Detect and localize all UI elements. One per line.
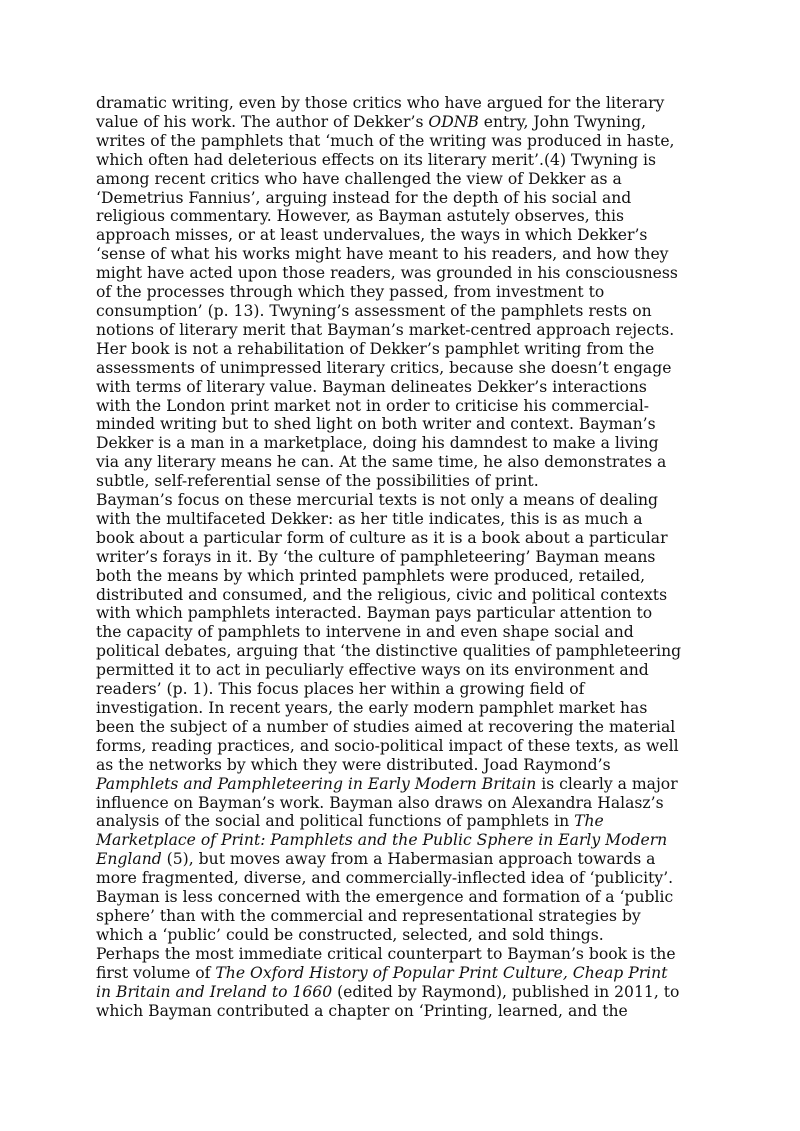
text-run: assessments of unimpressed literary critics, because she doesn’t engage (96, 358, 672, 377)
text-line (96, 207, 702, 226)
text-line (96, 189, 702, 208)
text-line (96, 283, 702, 302)
text-line (96, 567, 702, 586)
text-run: subtle, self-referential sense of the possibilities of print. (96, 472, 539, 491)
text-run: Bayman is less concerned with the emergence and formation of a ‘public (96, 888, 674, 907)
text-run: which a ‘public’ could be constructed, selected, and sold things. (96, 925, 604, 944)
text-line (96, 642, 702, 661)
text-line (96, 170, 702, 189)
text-line (96, 586, 702, 605)
paragraph (96, 491, 702, 945)
text-run: with the London print market not in order to criticise his commercial- (96, 396, 650, 415)
text-run: religious commentary. However, as Bayman astutely observes, this (96, 207, 624, 226)
text-run: Dekker is a man in a marketplace, doing his damndest to make a living (96, 434, 659, 453)
text-run: is clearly a major (536, 774, 678, 793)
text-run: influence on Bayman’s work. Bayman also draws on Alexandra Halasz’s (96, 793, 664, 812)
text-line (96, 472, 702, 491)
text-line (96, 264, 702, 283)
text-run: Bayman’s focus on these mercurial texts is not only a means of dealing (96, 491, 659, 510)
text-run: Her book is not a rehabilitation of Dekker’s pamphlet writing from the (96, 339, 655, 358)
text-run: approach misses, or at least undervalues, the ways in which Dekker’s (96, 226, 648, 245)
text-run: book about a particular form of culture as it is a book about a particular (96, 528, 668, 547)
text-run: value of his work. The author of Dekker’s (96, 112, 429, 131)
text-run: with which pamphlets interacted. Bayman pays particular attention to (96, 604, 653, 623)
text-run: which Bayman contributed a chapter on ‘Printing, learned, and the (96, 1001, 628, 1020)
text-line (96, 699, 702, 718)
text-line (96, 718, 702, 737)
italic-title: in Britain and Ireland to 1660 (96, 982, 333, 1001)
text-line (96, 888, 702, 907)
text-run: as the networks by which they were distributed. Joad Raymond’s (96, 755, 611, 774)
text-run: analysis of the social and political functions of pamphlets in (96, 812, 575, 831)
text-run: writer’s forays in it. By ‘the culture of pamphleteering’ Bayman means (96, 547, 656, 566)
text-run: the capacity of pamphlets to intervene in and even shape social and (96, 623, 634, 642)
text-line (96, 245, 702, 264)
text-line (96, 812, 702, 831)
text-run: (edited by Raymond), published in 2011, to (332, 982, 680, 1001)
text-line (96, 548, 702, 567)
italic-title: Marketplace of Print: Pamphlets and the Public Sphere in Early Modern (96, 831, 668, 850)
text-line (96, 510, 702, 529)
italic-title: The (574, 812, 604, 831)
text-line (96, 794, 702, 813)
text-line (96, 434, 702, 453)
text-run: permitted it to act in peculiarly effective ways on its environment and (96, 661, 649, 680)
text-run: writes of the pamphlets that ‘much of the writing was produced in haste, (96, 131, 675, 150)
text-run: among recent critics who have challenged the view of Dekker as a (96, 169, 622, 188)
text-line (96, 907, 702, 926)
text-run: consumption’ (p. 13). Twyning’s assessment of the pamphlets rests on (96, 301, 652, 320)
text-line (96, 964, 702, 983)
text-line (96, 983, 702, 1002)
italic-title: England (96, 850, 162, 869)
text-line (96, 623, 702, 642)
document-body (96, 94, 702, 1020)
text-line (96, 302, 702, 321)
text-line (96, 850, 702, 869)
text-line (96, 737, 702, 756)
text-line (96, 453, 702, 472)
text-run: which often had deleterious effects on its literary merit’.(4) Twyning is (96, 150, 657, 169)
text-run: investigation. In recent years, the early modern pamphlet market has (96, 699, 648, 717)
text-line (96, 775, 702, 794)
text-run: more fragmented, diverse, and commercially-inflected idea of ‘publicity’. (96, 869, 674, 888)
text-run: readers’ (p. 1). This focus places her within a growing field of (96, 680, 585, 699)
text-line (96, 604, 702, 623)
text-line (96, 529, 702, 548)
text-run: Perhaps the most immediate critical counterpart to Bayman’s book is the (96, 944, 676, 963)
text-line (96, 359, 702, 378)
text-line (96, 680, 702, 699)
paragraph (96, 945, 702, 1021)
text-run: of the processes through which they passed, from investment to (96, 283, 605, 302)
text-run: dramatic writing, even by those critics who have argued for the literary (96, 94, 665, 112)
text-run: forms, reading practices, and socio-political impact of these texts, as well (96, 736, 679, 755)
text-run: been the subject of a number of studies aimed at recovering the material (96, 717, 676, 736)
text-run: ‘Demetrius Fannius’, arguing instead for the depth of his social and (96, 188, 632, 207)
text-line (96, 151, 702, 170)
text-line (96, 132, 702, 151)
text-run: might have acted upon those readers, was grounded in his consciousness (96, 264, 678, 283)
text-line (96, 378, 702, 397)
text-run: political debates, arguing that ‘the distinctive qualities of pamphleteering (96, 642, 682, 661)
text-line (96, 926, 702, 945)
text-line (96, 94, 702, 113)
text-line (96, 945, 702, 964)
text-run: with the multifaceted Dekker: as her title indicates, this is as much a (96, 509, 643, 528)
text-line (96, 869, 702, 888)
text-run: minded writing but to shed light on both writer and context. Bayman’s (96, 415, 656, 434)
italic-title: ODNB (428, 112, 479, 131)
text-line (96, 491, 702, 510)
text-line (96, 415, 702, 434)
text-line (96, 113, 702, 132)
text-run: with terms of literary value. Bayman delineates Dekker’s interactions (96, 377, 647, 396)
text-line (96, 1002, 702, 1021)
text-line (96, 321, 702, 340)
text-run: entry, John Twyning, (478, 112, 647, 131)
text-run: first volume of (96, 963, 216, 982)
text-run: both the means by which printed pamphlets were produced, retailed, (96, 566, 646, 585)
text-line (96, 397, 702, 416)
text-line (96, 661, 702, 680)
italic-title: The Oxford History of Popular Print Culture, Cheap Print (215, 963, 668, 982)
text-line (96, 226, 702, 245)
text-run: via any literary means he can. At the same time, he also demonstrates a (96, 453, 667, 472)
text-line (96, 340, 702, 359)
text-run: notions of literary merit that Bayman’s market-centred approach rejects. (96, 320, 675, 339)
text-run: sphere’ than with the commercial and representational strategies by (96, 906, 641, 925)
text-line (96, 756, 702, 775)
text-line (96, 831, 702, 850)
italic-title: Pamphlets and Pamphleteering in Early Modern Britain (96, 774, 537, 793)
paragraph (96, 94, 702, 491)
text-run: (5), but moves away from a Habermasian approach towards a (161, 850, 656, 869)
text-run: ‘sense of what his works might have meant to his readers, and how they (96, 245, 669, 264)
text-run: distributed and consumed, and the religious, civic and political contexts (96, 585, 668, 604)
